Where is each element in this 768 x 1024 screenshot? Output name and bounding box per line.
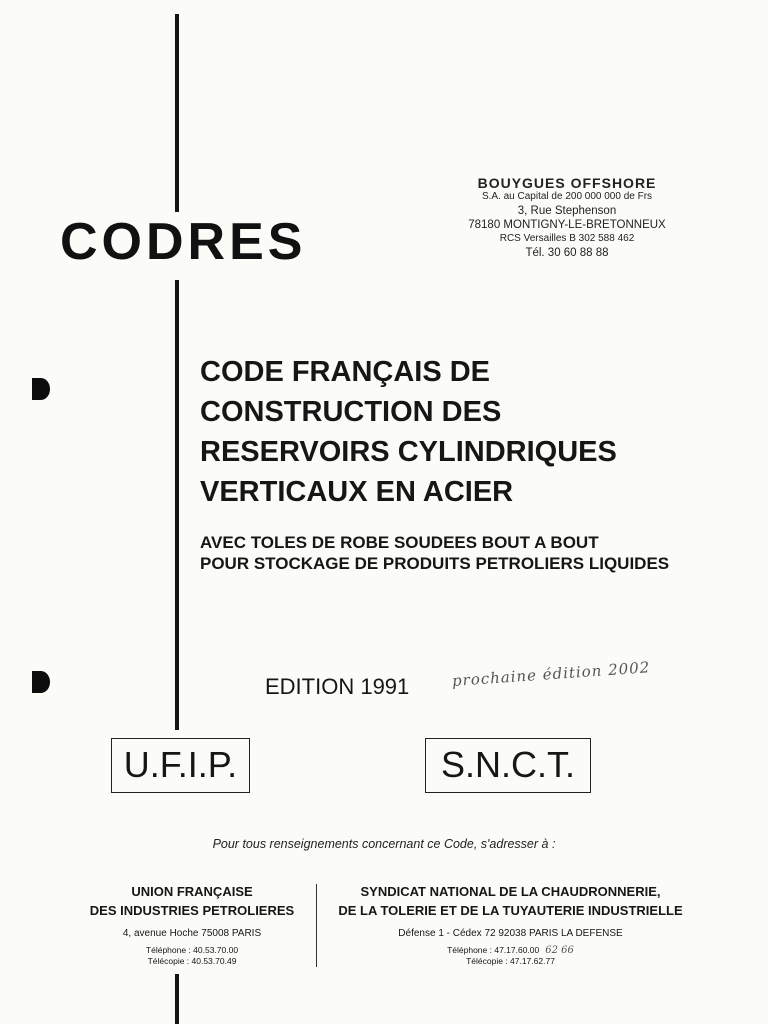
handwritten-note: prochaine édition 2002 [451, 658, 651, 690]
snct-box: S.N.C.T. [425, 738, 591, 793]
org-name: DE LA TOLERIE ET DE LA TUYAUTERIE INDUSTRIELLE [338, 903, 683, 918]
punch-hole-mark [32, 671, 50, 693]
stamp-rcs: RCS Versailles B 302 588 462 [499, 233, 635, 244]
stamp-capital: S.A. au Capital de 200 000 000 de Frs [481, 191, 653, 202]
ufip-contact [82, 882, 302, 967]
handwritten-phone-note: 62 66 [545, 945, 574, 956]
stamp-company: BOUYGUES OFFSHORE [477, 175, 657, 191]
document-title [200, 352, 617, 512]
spine-line-bottom [175, 974, 179, 1024]
codres-logo: CODRES [60, 213, 307, 271]
spine-line-top [175, 14, 179, 212]
title-line: VERTICAUX EN ACIER [200, 476, 514, 508]
org-name: SYNDICAT NATIONAL DE LA CHAUDRONNERIE, [360, 884, 661, 899]
subtitle-line: POUR STOCKAGE DE PRODUITS PETROLIERS LIQUIDES [200, 554, 670, 573]
stamp-city: 78180 MONTIGNY-LE-BRETONNEUX [468, 219, 666, 231]
snct-contact [328, 882, 693, 967]
org-address: 4, avenue Hoche 75008 PARIS [122, 928, 262, 939]
title-line: RESERVOIRS CYLINDRIQUES [200, 436, 617, 468]
ufip-box: U.F.I.P. [111, 738, 250, 793]
org-phone: Téléphone : 47.17.60.00 [447, 945, 540, 955]
subtitle-line: AVEC TOLES DE ROBE SOUDEES BOUT A BOUT [200, 533, 599, 552]
contact-intro: Pour tous renseignements concernant ce Code, s'adresser à : [212, 837, 556, 851]
org-name: DES INDUSTRIES PETROLIERES [89, 903, 295, 918]
org-fax: Télécopie : 47.17.62.77 [466, 956, 555, 966]
title-line: CODE FRANÇAIS DE [200, 356, 491, 388]
org-phone: Téléphone : 40.53.70.00 [145, 945, 239, 955]
column-divider [316, 884, 317, 967]
org-name: UNION FRANÇAISE [131, 884, 253, 899]
stamp-phone: Tél. 30 60 88 88 [525, 247, 609, 259]
spine-line-middle [175, 280, 179, 730]
edition-label: EDITION 1991 [265, 674, 410, 699]
company-stamp [452, 176, 682, 260]
title-line: CONSTRUCTION DES [200, 396, 502, 428]
org-address: Défense 1 - Cédex 72 92038 PARIS LA DEFENSE [398, 928, 623, 939]
punch-hole-mark [32, 378, 50, 400]
stamp-street: 3, Rue Stephenson [517, 205, 617, 217]
org-fax: Télécopie : 40.53.70.49 [147, 956, 237, 966]
document-subtitle [200, 532, 669, 574]
